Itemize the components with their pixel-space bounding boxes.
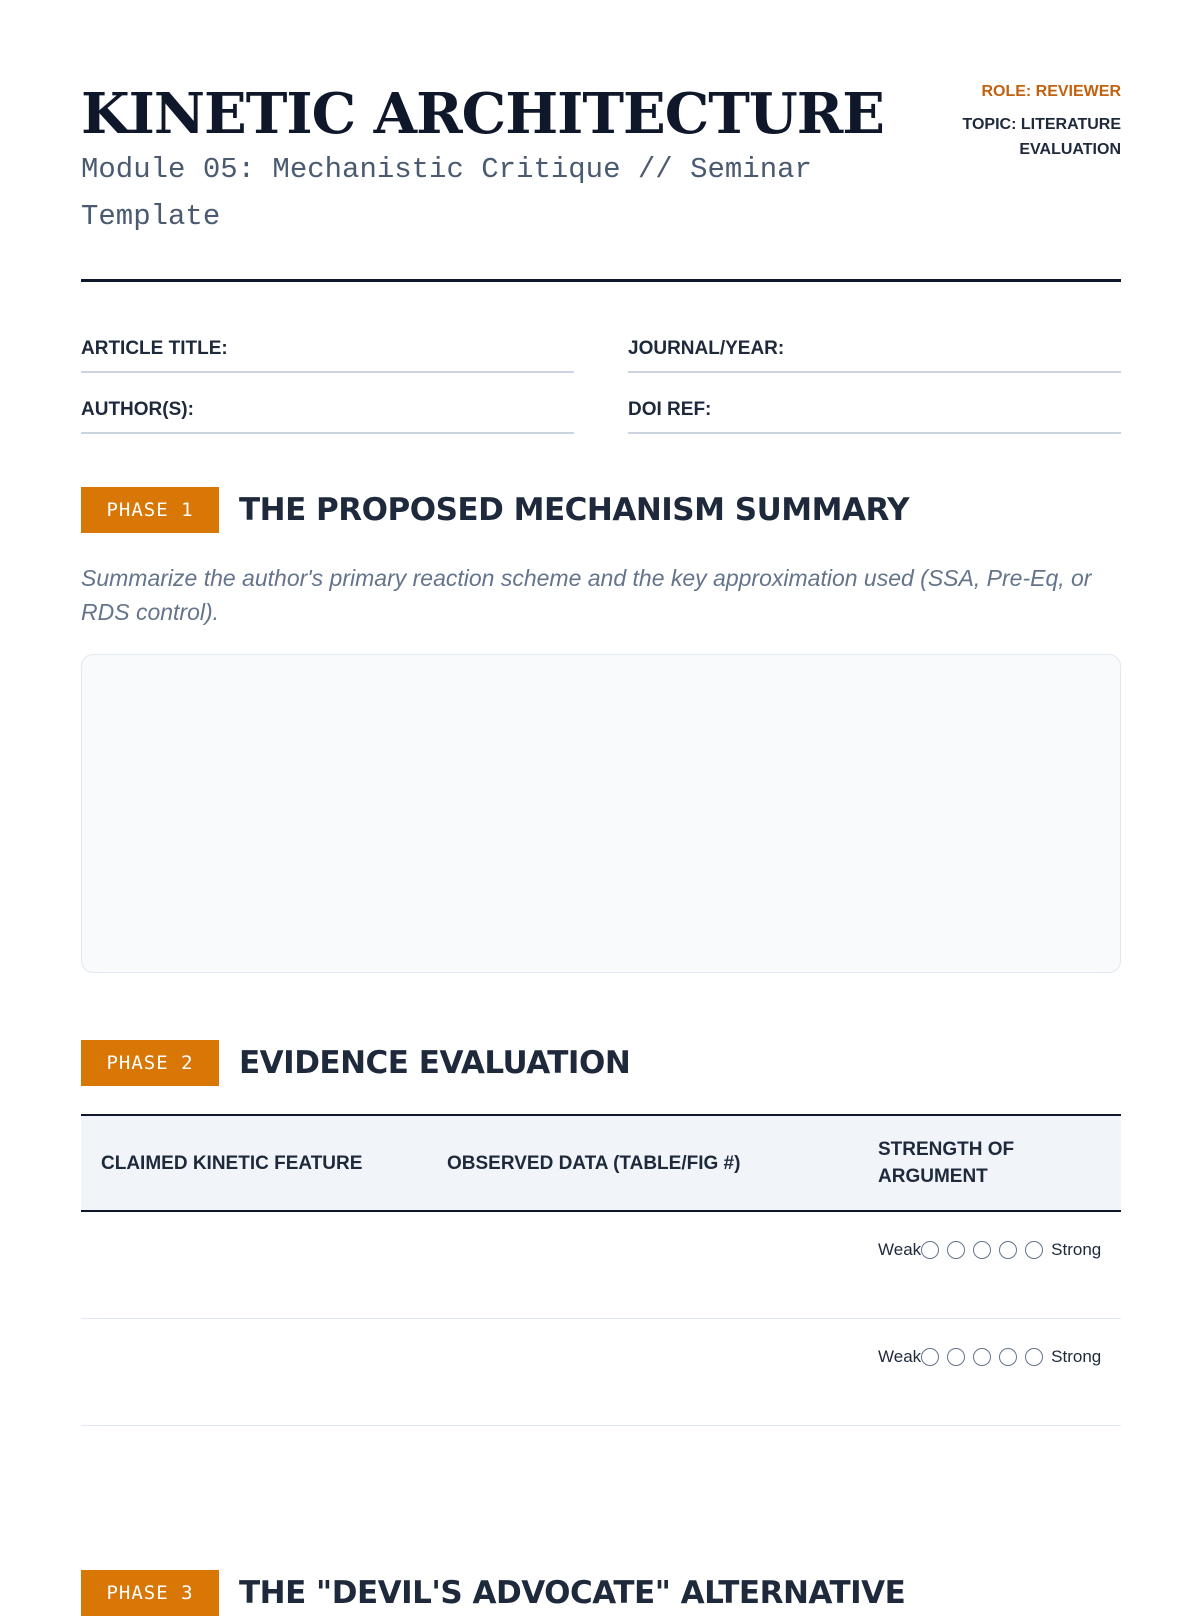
rating-radio-4[interactable] xyxy=(999,1241,1017,1259)
rating-radio-2[interactable] xyxy=(947,1348,965,1366)
page-subtitle: Module 05: Mechanistic Critique // Seminar Template xyxy=(81,153,812,233)
topic-label: TOPIC: LITERATURE EVALUATION xyxy=(962,116,1121,158)
header xyxy=(81,82,1121,240)
header-meta xyxy=(921,82,1121,162)
strength-rating xyxy=(878,1238,1101,1262)
rating-radio-5[interactable] xyxy=(1025,1348,1043,1366)
rating-radio-5[interactable] xyxy=(1025,1241,1043,1259)
strength-rating xyxy=(878,1345,1101,1369)
rating-radio-3[interactable] xyxy=(973,1348,991,1366)
strong-label: Strong xyxy=(1051,1240,1102,1259)
feature-cell[interactable] xyxy=(101,1339,421,1405)
phase-3-badge: PHASE 3 xyxy=(81,1570,219,1616)
column-header-feature: CLAIMED KINETIC FEATURE xyxy=(101,1152,363,1174)
phase-2-title: EVIDENCE EVALUATION xyxy=(239,1045,631,1081)
weak-label: Weak xyxy=(878,1240,922,1259)
authors-field[interactable] xyxy=(81,397,574,434)
role-label: ROLE: REVIEWER xyxy=(981,83,1121,100)
table-row xyxy=(81,1212,1121,1319)
rating-radio-3[interactable] xyxy=(973,1241,991,1259)
header-divider xyxy=(81,279,1121,282)
evidence-table xyxy=(81,1114,1121,1426)
article-title-field[interactable] xyxy=(81,336,574,373)
feature-cell[interactable] xyxy=(101,1232,421,1298)
strong-label: Strong xyxy=(1051,1347,1102,1366)
phase-1-instruction: Summarize the author's primary reaction scheme and the key approximation used (SSA, Pre-Eq, or RDS control). xyxy=(81,565,1092,625)
phase-1-title: THE PROPOSED MECHANISM SUMMARY xyxy=(239,492,910,528)
article-title-label: ARTICLE TITLE: xyxy=(81,338,228,359)
rating-radio-1[interactable] xyxy=(921,1348,939,1366)
observed-cell[interactable] xyxy=(447,1232,847,1298)
observed-cell[interactable] xyxy=(447,1339,847,1405)
phase-1-badge: PHASE 1 xyxy=(81,487,219,533)
rating-radio-1[interactable] xyxy=(921,1241,939,1259)
doi-ref-label: DOI REF: xyxy=(628,399,712,420)
phase-2-badge: PHASE 2 xyxy=(81,1040,219,1086)
table-row xyxy=(81,1319,1121,1426)
column-header-strength: STRENGTH OF ARGUMENT xyxy=(878,1139,1015,1187)
phase-3-title: THE "DEVIL'S ADVOCATE" ALTERNATIVE xyxy=(239,1575,906,1611)
journal-year-field[interactable] xyxy=(628,336,1121,373)
rating-radio-4[interactable] xyxy=(999,1348,1017,1366)
page-title: KINETIC ARCHITECTURE xyxy=(81,81,884,147)
journal-year-label: JOURNAL/YEAR: xyxy=(628,338,785,359)
rating-radio-2[interactable] xyxy=(947,1241,965,1259)
doi-ref-field[interactable] xyxy=(628,397,1121,434)
mechanism-summary-textarea[interactable] xyxy=(81,654,1121,973)
authors-label: AUTHOR(S): xyxy=(81,399,194,420)
table-header xyxy=(81,1114,1121,1212)
weak-label: Weak xyxy=(878,1347,922,1366)
column-header-observed: OBSERVED DATA (TABLE/FIG #) xyxy=(447,1152,741,1174)
